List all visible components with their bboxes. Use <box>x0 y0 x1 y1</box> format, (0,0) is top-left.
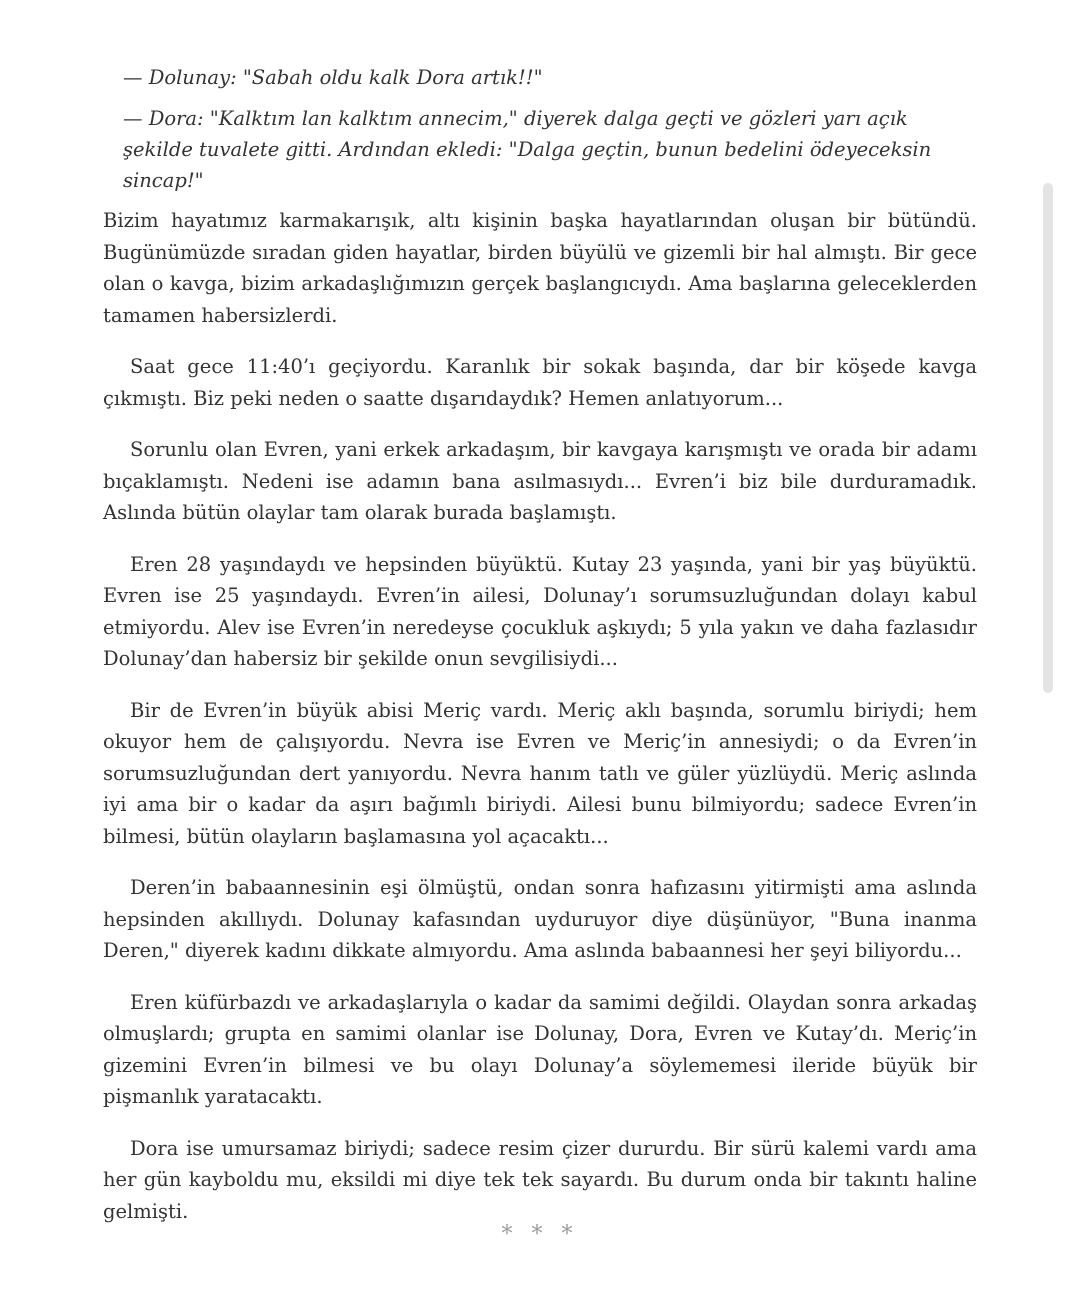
story-paragraph: Bizim hayatımız karmakarışık, altı kişinin başka hayatlarından oluşan bir bütündü. Bugünümüzde sıradan giden hayatlar, birden büyülü ve gizemli bir hal almıştı. Bir gece olan o kavga, bizim arkadaşlığımızın gerçek başlangıcıydı. Ama başlarına geleceklerden tamamen habersizlerdi. <box>103 209 977 327</box>
scrollbar-thumb[interactable] <box>1043 183 1053 693</box>
story-paragraph: Bir de Evren’in büyük abisi Meriç vardı. Meriç aklı başında, sorumlu biriydi; hem okuyor hem de çalışıyordu. Nevra ise Evren ve Meriç’in annesiydi; o da Evren’in sorumsuzluğundan dert yanıyordu. Nevra hanım tatlı ve güler yüzlüydü. Meriç aslında iyi ama bir o kadar da aşırı bağımlı biriydi. Ailesi bunu bilmiyordu; sadece Evren’in bilmesi, bütün olayların başlamasına yol açacaktı... <box>103 698 977 848</box>
story-paragraph: Saat gece 11:40’ı geçiyordu. Karanlık bir sokak başında, dar bir köşede kavga çıkmıştı. Biz peki neden o saatte dışarıdaydık? Hemen anlatıyorum... <box>103 355 977 410</box>
story-paragraph: Dora ise umursamaz biriydi; sadece resim çizer dururdu. Bir sürü kalemi vardı ama her gün kayboldu mu, eksildi mi diye tek tek sayardı. Bu durum onda bir takıntı haline gelmişti. <box>103 1136 977 1223</box>
story-paragraph: Eren küfürbazdı ve arkadaşlarıyla o kadar da samimi değildi. Olaydan sonra arkadaş olmuşlardı; grupta en samimi olanlar ise Dolunay, Dora, Evren ve Kutay’dı. Meriç’in gizemini Evren’in bilmesi ve bu olayı Dolunay’a söylememesi ileride büyük bir pişmanlık yaratacaktı. <box>103 990 977 1108</box>
story-paragraph: Eren 28 yaşındaydı ve hepsinden büyüktü. Kutay 23 yaşında, yani bir yaş büyüktü. Evren ise 25 yaşındaydı. Evren’in ailesi, Dolunay’ı sorumsuzluğundan dolayı kabul etmiyordu. Alev ise Evren’in neredeyse çocukluk aşkıydı; 5 yıla yakın ve daha fazlasıdır Dolunay’dan habersiz bir şekilde onun sevgilisiydi... <box>103 552 977 670</box>
dialogue-line: — Dolunay: "Sabah oldu kalk Dora artık!!" <box>123 66 543 89</box>
reader-content <box>103 62 977 1247</box>
story-paragraph: Sorunlu olan Evren, yani erkek arkadaşım, bir kavgaya karışmıştı ve orada bir adamı bıçaklamıştı. Nedeni ise adamın bana asılmasıydı... Evren’i biz bile durduramadık. Aslında bütün olaylar tam olarak burada başlamıştı. <box>103 438 977 524</box>
section-separator: * * * <box>501 1222 579 1247</box>
story-paragraph: Deren’in babaannesinin eşi ölmüştü, ondan sonra hafızasını yitirmişti ama aslında hepsinden akıllıydı. Dolunay kafasından uyduruyor diye düşünüyor, "Buna inanma Deren," diyerek kadını dikkate almıyordu. Ama aslında babaannesi her şeyi biliyordu... <box>103 876 977 962</box>
dialogue-line: — Dora: "Kalktım lan kalktım annecim," diyerek dalga geçti ve gözleri yarı açık şekilde tuvalete gitti. Ardından ekledi: "Dalga geçtin, bunun bedelini ödeyeceksin sincap!" <box>123 107 932 192</box>
